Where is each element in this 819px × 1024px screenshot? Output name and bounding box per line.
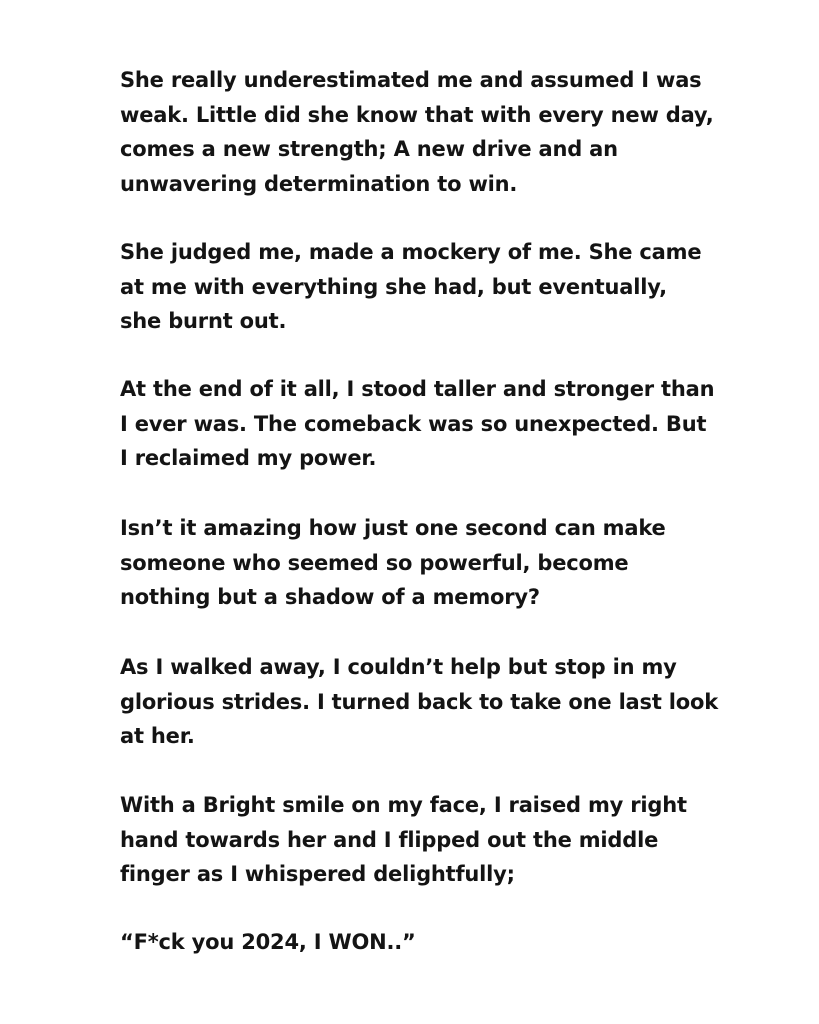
paragraph-line: someone who seemed so powerful, become [120,550,629,575]
paragraph-line: at me with everything she had, but eventually, [120,274,667,299]
paragraph-line: I ever was. The comeback was so unexpected. But [120,411,707,436]
paragraph-5 [120,650,720,754]
paragraph-1 [120,63,720,201]
paragraph-line: she burnt out. [120,309,287,333]
paragraph-line: at her. [120,724,195,748]
paragraph-line: Isn’t it amazing how just one second can make [120,516,666,540]
paragraph-line: finger as I whispered delightfully; [120,862,515,886]
paragraph-line: unwavering determination to win. [120,171,518,196]
paragraph-2 [120,235,720,339]
paragraph-6 [120,788,720,892]
paragraph-line: hand towards her and I flipped out the middle [120,827,659,852]
paragraph-line: She judged me, made a mockery of me. She came [120,240,702,264]
paragraph-line: I reclaimed my power. [120,446,377,470]
quote-line: “F*ck you 2024, I WON..” [120,930,416,954]
paragraph-line: nothing but a shadow of a memory? [120,585,540,609]
paragraph-4 [120,511,720,615]
paragraph-line: She really underestimated me and assumed I was [120,68,702,92]
paragraph-line: comes a new strength; A new drive and an [120,137,618,161]
closing-quote [120,925,720,960]
paragraph-line: As I walked away, I couldn’t help but stop in my [120,655,677,679]
paragraph-line: weak. Little did she know that with every new day, [120,102,714,127]
paragraph-line: With a Bright smile on my face, I raised my right [120,793,687,817]
paragraph-3 [120,372,720,476]
paragraph-line: At the end of it all, I stood taller and stronger than [120,377,715,401]
paragraph-line: glorious strides. I turned back to take one last look [120,689,719,714]
